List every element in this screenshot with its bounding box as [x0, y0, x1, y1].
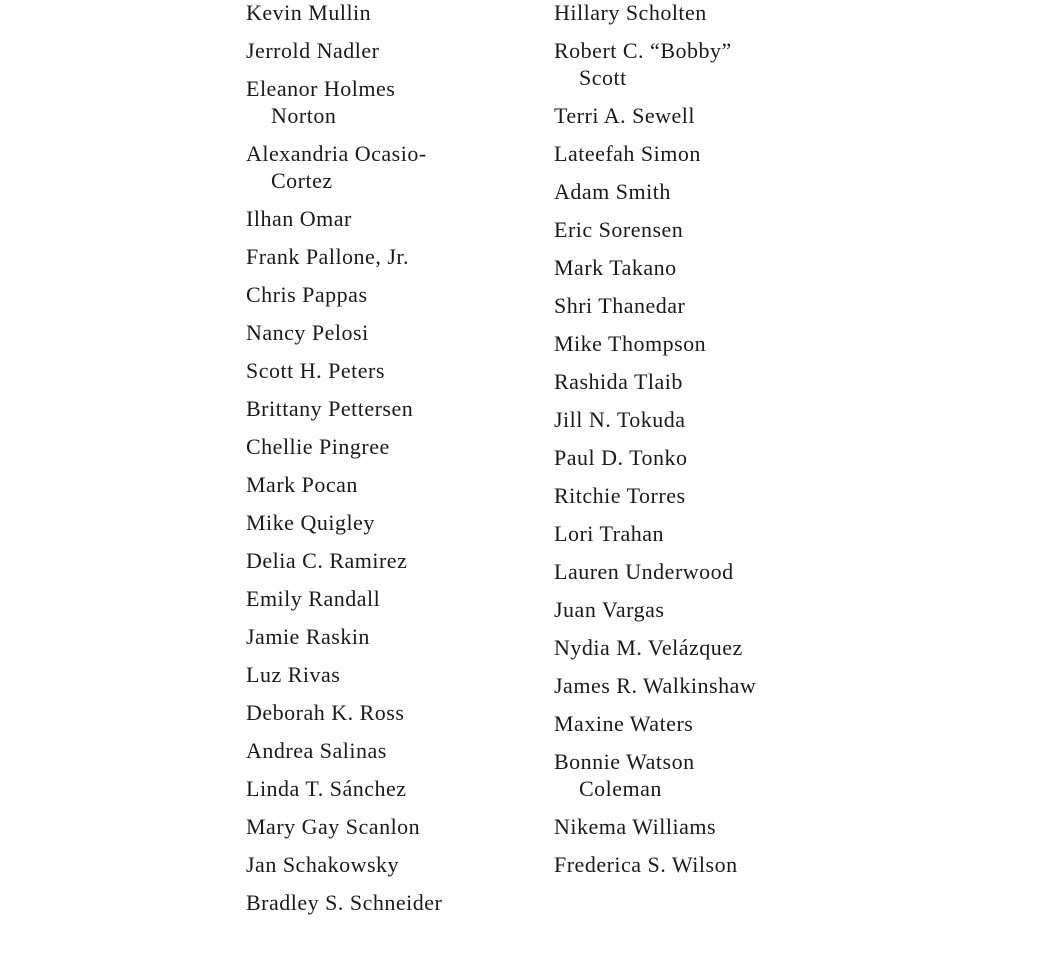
name-line: Shri Thanedar [554, 293, 686, 318]
list-item [246, 0, 536, 26]
name-line: Scott H. Peters [246, 358, 385, 383]
list-item [554, 140, 854, 167]
list-item [554, 102, 854, 129]
name-line: Emily Randall [246, 586, 381, 611]
name-line: Paul D. Tonko [554, 445, 688, 470]
name-line: Kevin Mullin [246, 0, 372, 25]
name-line: Frederica S. Wilson [554, 852, 738, 877]
list-item [246, 851, 536, 878]
list-item [246, 471, 536, 498]
name-line: Mark Takano [554, 255, 677, 280]
name-line: Alexandria Ocasio- [246, 141, 427, 166]
name-line: Andrea Salinas [246, 738, 387, 763]
list-item [554, 37, 854, 91]
name-line: Jill N. Tokuda [554, 407, 686, 432]
list-item [246, 281, 536, 308]
list-item [246, 775, 536, 802]
names-column-left [246, 0, 536, 927]
list-item [246, 623, 536, 650]
name-line: Nydia M. Velázquez [554, 635, 743, 660]
name-line: Maxine Waters [554, 711, 694, 736]
name-line: Lauren Underwood [554, 559, 734, 584]
list-item [246, 243, 536, 270]
list-item [246, 813, 536, 840]
name-line: Nikema Williams [554, 814, 717, 839]
name-line: Mark Pocan [246, 472, 358, 497]
name-line: Juan Vargas [554, 597, 665, 622]
list-item [246, 737, 536, 764]
name-line: Bonnie Watson [554, 749, 695, 774]
name-line: Jerrold Nadler [246, 38, 380, 63]
list-item [246, 37, 536, 64]
list-item [554, 748, 854, 802]
name-line: Terri A. Sewell [554, 103, 695, 128]
list-item [554, 558, 854, 585]
list-item [246, 433, 536, 460]
name-line: Mike Quigley [246, 510, 375, 535]
name-line: Jamie Raskin [246, 624, 370, 649]
list-item [554, 444, 854, 471]
list-item [554, 368, 854, 395]
list-item [554, 216, 854, 243]
list-item [246, 699, 536, 726]
name-line: Ritchie Torres [554, 483, 686, 508]
list-item [554, 851, 854, 878]
list-item [554, 710, 854, 737]
name-line: Mike Thompson [554, 331, 707, 356]
list-item [246, 395, 536, 422]
name-line: Mary Gay Scanlon [246, 814, 421, 839]
name-line: Bradley S. Schneider [246, 890, 443, 915]
list-item [554, 520, 854, 547]
name-continuation: Scott [579, 65, 627, 90]
name-continuation: Norton [271, 103, 337, 128]
name-line: Frank Pallone, Jr. [246, 244, 409, 269]
list-item [554, 813, 854, 840]
name-line: Brittany Pettersen [246, 396, 414, 421]
name-line: Lori Trahan [554, 521, 664, 546]
name-line: Lateefah Simon [554, 141, 701, 166]
list-item [246, 661, 536, 688]
name-line: Jan Schakowsky [246, 852, 400, 877]
name-line: Adam Smith [554, 179, 671, 204]
name-line: Delia C. Ramirez [246, 548, 408, 573]
name-line: Hillary Scholten [554, 0, 707, 25]
list-item [554, 254, 854, 281]
list-item [554, 672, 854, 699]
list-item [246, 585, 536, 612]
name-line: Rashida Tlaib [554, 369, 683, 394]
name-line: Ilhan Omar [246, 206, 352, 231]
list-item [246, 509, 536, 536]
name-line: Robert C. “Bobby” [554, 38, 732, 63]
list-item [246, 75, 536, 129]
name-continuation: Cortez [271, 168, 333, 193]
name-line: Deborah K. Ross [246, 700, 405, 725]
list-item [554, 178, 854, 205]
name-line: Chris Pappas [246, 282, 368, 307]
list-item [246, 140, 536, 194]
name-continuation: Coleman [579, 776, 662, 801]
name-line: James R. Walkinshaw [554, 673, 757, 698]
name-line: Chellie Pingree [246, 434, 390, 459]
list-item [554, 482, 854, 509]
list-item [554, 330, 854, 357]
list-item [554, 596, 854, 623]
name-line: Luz Rivas [246, 662, 341, 687]
list-item [246, 889, 536, 916]
name-line: Linda T. Sánchez [246, 776, 407, 801]
list-item [246, 205, 536, 232]
list-item [554, 406, 854, 433]
list-item [554, 634, 854, 661]
list-item [246, 547, 536, 574]
list-item [554, 292, 854, 319]
names-column-right [554, 0, 854, 889]
list-item [246, 357, 536, 384]
name-line: Eric Sorensen [554, 217, 684, 242]
name-line: Nancy Pelosi [246, 320, 369, 345]
list-item [554, 0, 854, 26]
list-item [246, 319, 536, 346]
name-line: Eleanor Holmes [246, 76, 396, 101]
